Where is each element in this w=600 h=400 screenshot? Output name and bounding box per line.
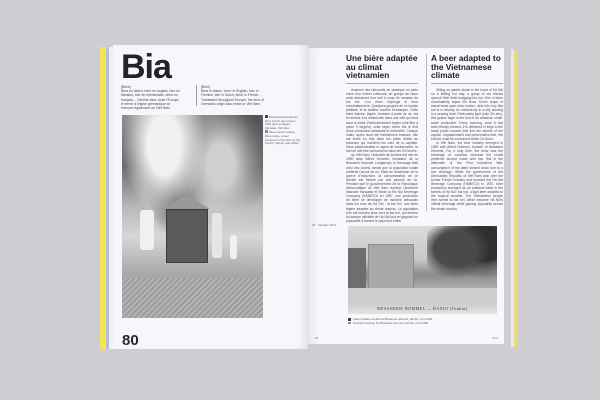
paragraph: Sitting on plastic stools in the heart of Hà Nội on a stifling hot day, a group of old friends quench their thirst swigging bia hơi. One of them nonchalantly wipes his brow. Some drops of sweat bead upon slow motion, deal into July. Bia hơi is a remedy for melancholy in a city stewing in a searing heat. Particularly light (only 3% abv), this golden lager is the fruit of an artisanal, small-scale production. Every morning, once it has been freshly brewed, it is delivered in kegs to the small public houses that line the streets of the capital. Unpasteurised and preservative-free, the bia hơi must be consumed within 24 hours. <box>431 87 503 141</box>
folio: 81 <box>315 336 319 340</box>
french-marker-icon <box>265 115 268 118</box>
folio: XXX <box>491 336 498 340</box>
right-page <box>308 48 504 344</box>
vendor-cart <box>162 195 210 265</box>
yellow-page-edge <box>514 51 518 347</box>
cobblestone-ground <box>122 278 263 318</box>
photo-brasserie-hommel <box>348 226 497 314</box>
photo-legend: Carte postale montrant la Brasserie Hommel, Hà Nội, vers 1900. Postcard showing the Brasserie Hommel, Hà Nội, circa 1900. <box>348 318 433 326</box>
french-marker-icon <box>348 318 351 321</box>
article-title-english: A beer adapted to the Vietnamese climate <box>431 54 503 84</box>
hut <box>348 248 366 293</box>
postcard-sign-text: BRASSERIE HOMMEL — HANOI (Tonkin) <box>377 306 468 311</box>
child-figure <box>230 235 237 259</box>
brewery-building <box>368 244 414 290</box>
definition-french <box>121 85 183 110</box>
left-page <box>113 45 308 349</box>
article-body-english <box>431 88 503 211</box>
photo-street-vendor <box>122 115 263 318</box>
person-figure <box>140 210 154 250</box>
open-magazine <box>100 45 520 350</box>
definition-tag: [Bière] <box>121 85 131 89</box>
photo-caption: Marchand ambulant de bière à la fin des années 1920 dans la Saïgon française, Viêt Nam. Street vendor selling Biere Larue, a beer produced in Viet Nam by the French, Saigon, late 1920s. <box>265 115 301 146</box>
page-number: 80 <box>122 332 139 349</box>
paragraph: Assieurs des tabourets en plastique en plein cœur d'un trottoir suffocant, un groupe de vieux amis étanchent leur soif à coup de rasades de bia hơi. L'un d'eux s'éponge le front nonchalamment. Quelques gorgées de ce liquide pétillant, et la chaleur semble s'estomper. Cette bière fraîche, légère, brassée à partir de riz, est le remède à la mélancolie dans une ville qui fond sous le soleil. Particulièrement légère (elle titre à peine 3 degrés), cette lager dorée est le fruit d'une production artisanale et informelle. Chaque matin, après avoir été fraîchement brassée, elle est livrée en fûts dans les petits débits de boissons qui inondent les rues de la capitale. Sans pasteurisation ni agent de conservation, la bia hơi doit être consommée dans les 24 heures. <box>346 87 418 154</box>
page-title: Bia <box>121 48 171 86</box>
definition-english <box>196 85 265 106</box>
article-body-french <box>346 88 418 223</box>
trees <box>427 226 497 284</box>
definition-tag: [Beer] <box>201 85 211 89</box>
paragraph: In Viêt Nam, the beer industry emerged in 1890 with Alfred Hommel, founder of Brasserie Hommel. For a long time, the brew was the beverage of colonists whereas the locals preferred alcohol made with rice. But in the aftermath of the First Indochina War, consumption of the latter slowed down due to a rice shortage. While the government of the Democratic Republic of Viêt Nam took over the former French industry and founded the Hà Nội Beverage Company (HABECO) in 1957, beer production emerged as an artisanal trade in the streets of Hà Nội: bia hơi, a light beer adapted to the tropical weather. The Vietnamese people then turned to bia hơi, which became Hà Nội's official beverage while gaining popularity across the whole country. <box>431 141 503 211</box>
road <box>348 288 497 302</box>
article-column-french <box>346 54 418 223</box>
english-marker-icon <box>348 322 351 325</box>
person-figure <box>212 213 222 258</box>
article-title-french: Une bière adaptée au climat vietnamien <box>346 54 418 84</box>
definition-text: Birra en italien, beer en anglais, bier en flamand, bier en néerlandais, bière en français… Décliné dans toute l'Europe, le terme d'origine germanique se retrouve également au Viêt Nam. <box>121 89 180 111</box>
paragraph: Au Viêt Nam, l'industrie de la bière est née en 1890 avec Alfred Hommel, fondateur de la Brasserie Hommel. Longtemps, le breuvage était celui des colons, tandis que la population locale préférait l'alcool de riz. Mais au lendemain de la guerre d'Indochine, la consommation de ce dernier est freinée par une pénurie de riz. Pendant que le gouvernement de la République démocratique du Viêt Nam reprend l'ancienne industrie française et fonde la Hà Nội Beverage Company (HABECO) en 1957, une production de bière se développe de manière artisanale dans les rues de Hà Nội : la bia hơi, une bière légère adaptée au climat tropical. La population s'en est tournée alors vers la bia hơi, qui devient la boisson officielle de Hà Nội tout en gagnant en popularité à travers le pays tout entier. <box>346 153 418 223</box>
english-marker-icon <box>265 130 268 133</box>
photo-credit: 25 · Vietgam 2011 <box>312 223 337 227</box>
definition-text: Birra in Italian, 'beer' in English, bier in Flemish, bier in Dutch, bière in French… Translated throughout Europe, the term of Germanic origin also exists in Viêt Nam. <box>201 89 265 106</box>
article-column-english <box>426 54 503 211</box>
